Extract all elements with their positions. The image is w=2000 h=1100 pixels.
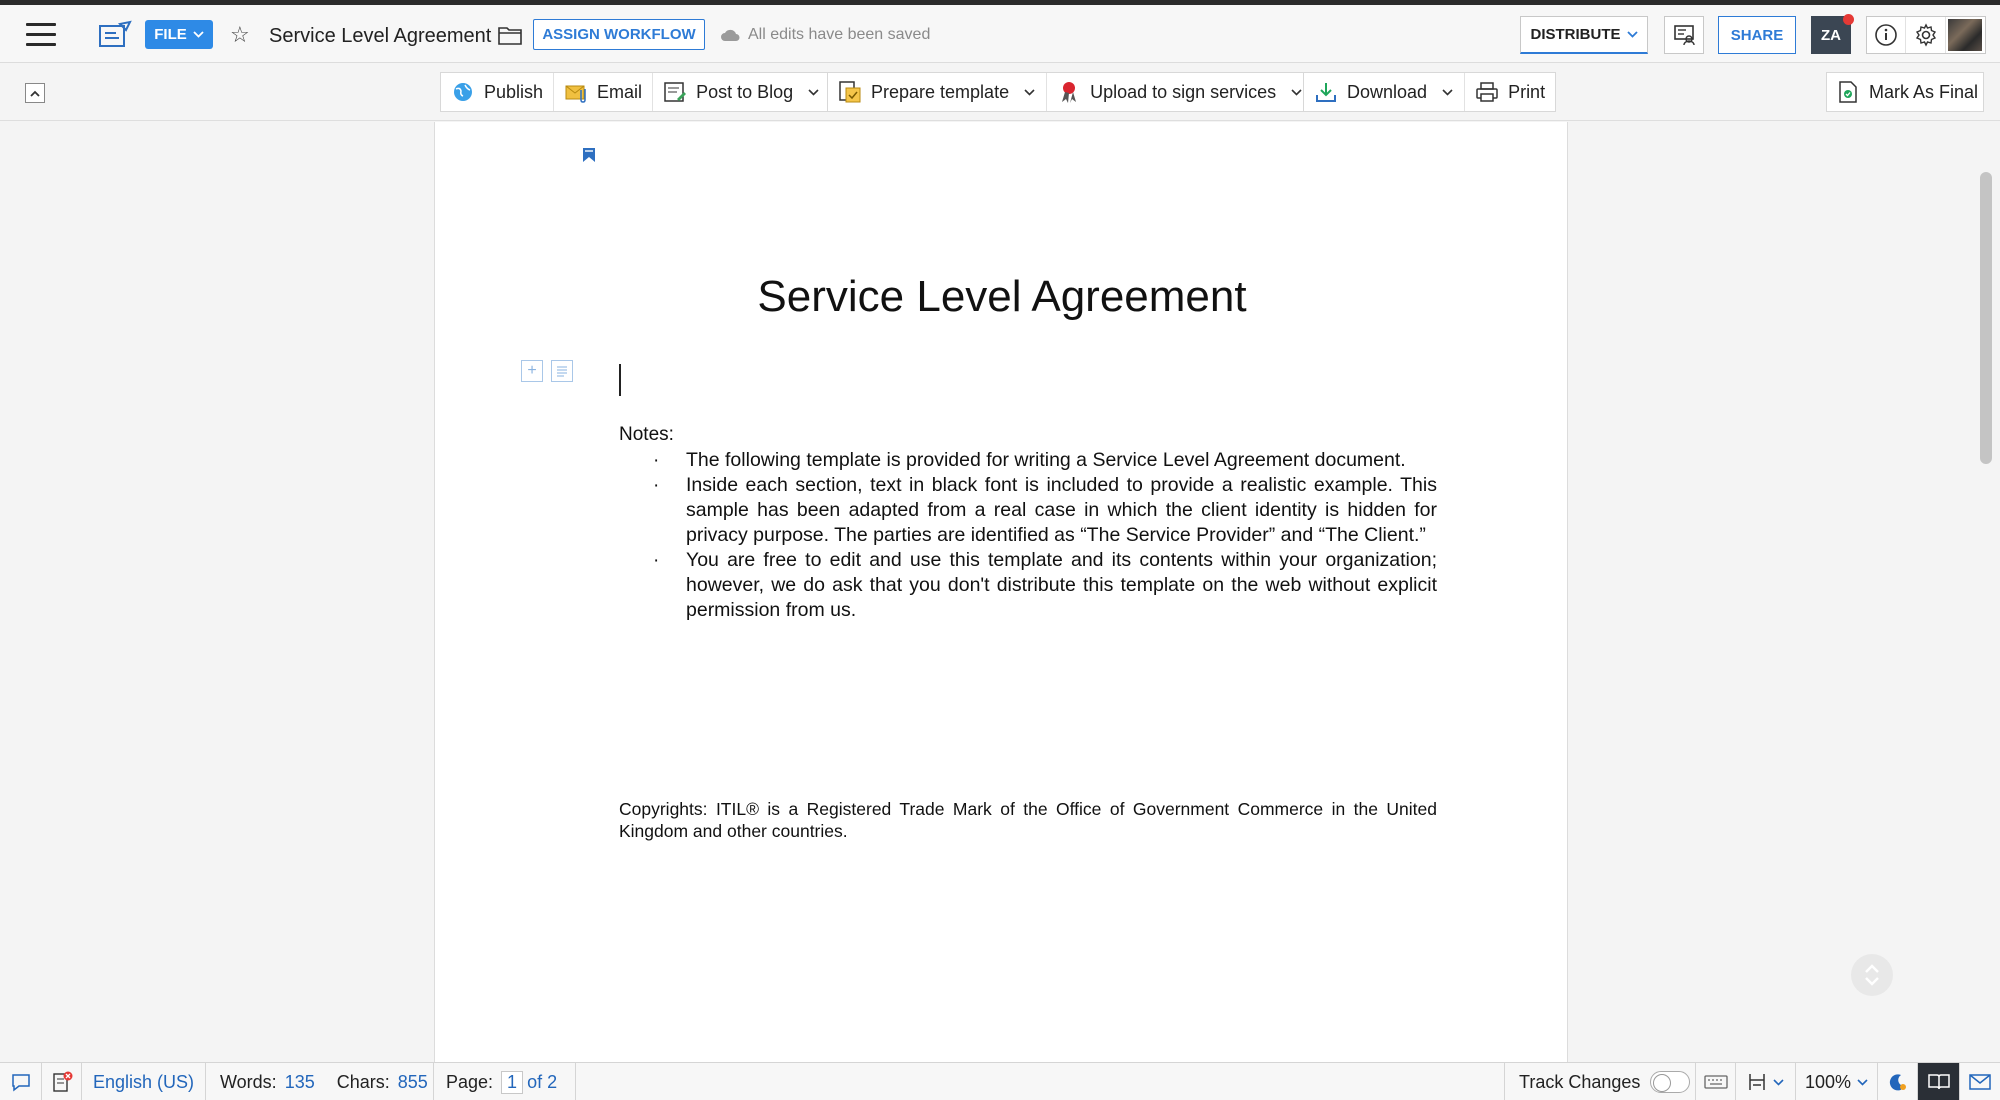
keyboard-icon — [1704, 1074, 1728, 1090]
document-toolbar — [0, 64, 2000, 121]
chevron-down-icon — [1857, 1079, 1868, 1086]
mark-as-final-button[interactable] — [1826, 72, 1984, 112]
add-block-icon[interactable]: + — [521, 360, 543, 382]
spell-check-button[interactable] — [42, 1063, 82, 1100]
info-button[interactable] — [1867, 17, 1906, 53]
comment-board-icon — [1672, 23, 1696, 47]
word-count[interactable] — [206, 1063, 434, 1100]
document-title[interactable]: Service Level Agreement — [269, 25, 492, 47]
folder-icon[interactable] — [498, 25, 522, 45]
post-to-blog-button[interactable] — [653, 73, 830, 111]
page-number-input[interactable]: 1 — [501, 1071, 523, 1094]
words-value: 135 — [284, 1071, 315, 1092]
template-icon — [838, 80, 862, 104]
settings-button[interactable] — [1906, 17, 1945, 53]
copyright-text[interactable]: Copyrights: ITIL® is a Registered Trade Mark of the Office of Government Commerce in the United Kingdom and other countries. — [619, 799, 1437, 841]
prepare-template-button[interactable] — [828, 73, 1047, 111]
chevron-up-icon — [30, 90, 40, 97]
chevron-down-icon[interactable] — [1022, 85, 1036, 99]
language-label: English (US) — [92, 1071, 195, 1092]
page-total: of 2 — [527, 1071, 558, 1092]
chars-label: Chars: — [336, 1071, 390, 1092]
language-selector[interactable] — [82, 1063, 206, 1100]
track-changes-label: Track Changes — [1519, 1071, 1641, 1092]
printer-icon — [1475, 80, 1499, 104]
track-changes-control[interactable] — [1504, 1063, 1696, 1100]
moon-icon — [1888, 1072, 1908, 1092]
document-page[interactable] — [434, 122, 1568, 1062]
chevron-down-icon[interactable] — [1440, 85, 1454, 99]
print-button[interactable] — [1465, 73, 1555, 111]
scroll-navigation-button[interactable] — [1851, 954, 1893, 996]
text-cursor — [619, 364, 621, 396]
favorite-star-icon[interactable]: ☆ — [230, 22, 250, 47]
document-error-icon — [51, 1071, 73, 1093]
zoom-level: 100% — [1804, 1071, 1852, 1092]
mark-as-final-label: Mark As Final — [1869, 81, 1979, 102]
chat-bubble-icon — [10, 1072, 32, 1092]
file-menu-label: FILE — [154, 26, 187, 43]
status-bar — [0, 1062, 2000, 1100]
upload-to-sign-button[interactable] — [1047, 73, 1313, 111]
zoom-selector[interactable] — [1796, 1063, 1878, 1100]
scroll-arrows-icon — [1863, 962, 1881, 988]
post-to-blog-label: Post to Blog — [696, 81, 794, 102]
page-label: Page: — [446, 1071, 494, 1092]
sign-ribbon-icon — [1057, 80, 1081, 104]
globe-icon — [451, 80, 475, 104]
chars-value: 855 — [397, 1071, 428, 1092]
distribute-button[interactable] — [1520, 16, 1648, 54]
avatar — [1948, 19, 1982, 51]
download-label: Download — [1347, 81, 1428, 102]
prepare-template-label: Prepare template — [871, 81, 1010, 102]
vertical-scrollbar[interactable] — [1980, 172, 1992, 464]
file-menu-button[interactable] — [145, 20, 213, 49]
collapse-toolbar-button[interactable] — [25, 83, 45, 103]
info-icon — [1874, 23, 1898, 47]
paragraph-tools — [521, 360, 573, 382]
paragraph-format-icon[interactable] — [551, 360, 573, 382]
cloud-icon — [720, 28, 740, 42]
list-item[interactable]: · Inside each section, text in black font is included to provide a realistic example. This sample has been adapted from a real case in which the client identity is hidden for privacy purpose. The parties are identified as “The Service Provider” and “The Client.” — [619, 473, 1437, 548]
upload-to-sign-label: Upload to sign services — [1090, 81, 1277, 102]
zia-label: ZA — [1821, 26, 1841, 44]
app-header — [0, 5, 2000, 63]
header-utility-group — [1866, 16, 1986, 54]
presenter-comment-button[interactable] — [1664, 16, 1704, 54]
user-avatar-button[interactable] — [1946, 17, 1985, 53]
publish-share-group — [440, 72, 831, 112]
download-button[interactable] — [1304, 73, 1465, 111]
keyboard-button[interactable] — [1696, 1063, 1736, 1100]
read-mode-button[interactable] — [1918, 1063, 1960, 1100]
email-attachment-icon — [564, 80, 588, 104]
publish-button[interactable] — [441, 73, 554, 111]
download-icon — [1314, 80, 1338, 104]
chevron-down-icon — [1773, 1079, 1784, 1086]
share-button[interactable]: SHARE — [1718, 16, 1796, 54]
list-item[interactable]: · The following template is provided for writing a Service Level Agreement document. — [619, 448, 1437, 473]
notes-label[interactable]: Notes: — [619, 424, 674, 445]
feedback-button[interactable] — [1960, 1063, 2000, 1100]
mail-icon — [1969, 1073, 1991, 1091]
chevron-down-icon — [193, 31, 204, 38]
final-document-icon — [1837, 80, 1859, 104]
print-label: Print — [1508, 81, 1546, 102]
list-item[interactable]: · You are free to edit and use this template and its contents within your organization; however, we do ask that you don't distribute this template on the web without explicit permission from us. — [619, 548, 1437, 623]
chat-button[interactable] — [0, 1063, 42, 1100]
assign-workflow-button[interactable]: ASSIGN WORKFLOW — [533, 19, 705, 50]
chevron-down-icon[interactable] — [1289, 85, 1303, 99]
notes-list — [619, 448, 1437, 623]
chevron-down-icon[interactable] — [806, 85, 820, 99]
track-changes-toggle[interactable] — [1650, 1071, 1690, 1093]
email-label: Email — [597, 81, 643, 102]
distribute-label: DISTRIBUTE — [1530, 26, 1621, 43]
save-status — [720, 26, 930, 44]
download-print-group — [1303, 72, 1556, 112]
document-heading[interactable]: Service Level Agreement — [757, 272, 1247, 321]
hamburger-menu-icon[interactable] — [26, 23, 56, 47]
blog-post-icon — [663, 80, 687, 104]
template-sign-group — [827, 72, 1314, 112]
page-layout-selector[interactable] — [1736, 1063, 1796, 1100]
writer-app-icon[interactable] — [98, 20, 132, 50]
book-icon — [1928, 1073, 1950, 1091]
publish-label: Publish — [484, 81, 544, 102]
save-status-text: All edits have been saved — [748, 26, 931, 43]
notification-dot — [1843, 14, 1854, 25]
night-mode-button[interactable] — [1878, 1063, 1918, 1100]
email-button[interactable] — [554, 73, 653, 111]
words-label: Words: — [220, 1071, 277, 1092]
gear-icon — [1914, 23, 1938, 47]
chevron-down-icon — [1627, 31, 1638, 38]
page-indicator[interactable] — [434, 1063, 576, 1100]
bookmark-icon[interactable] — [582, 147, 596, 163]
page-layout-icon — [1747, 1072, 1767, 1092]
